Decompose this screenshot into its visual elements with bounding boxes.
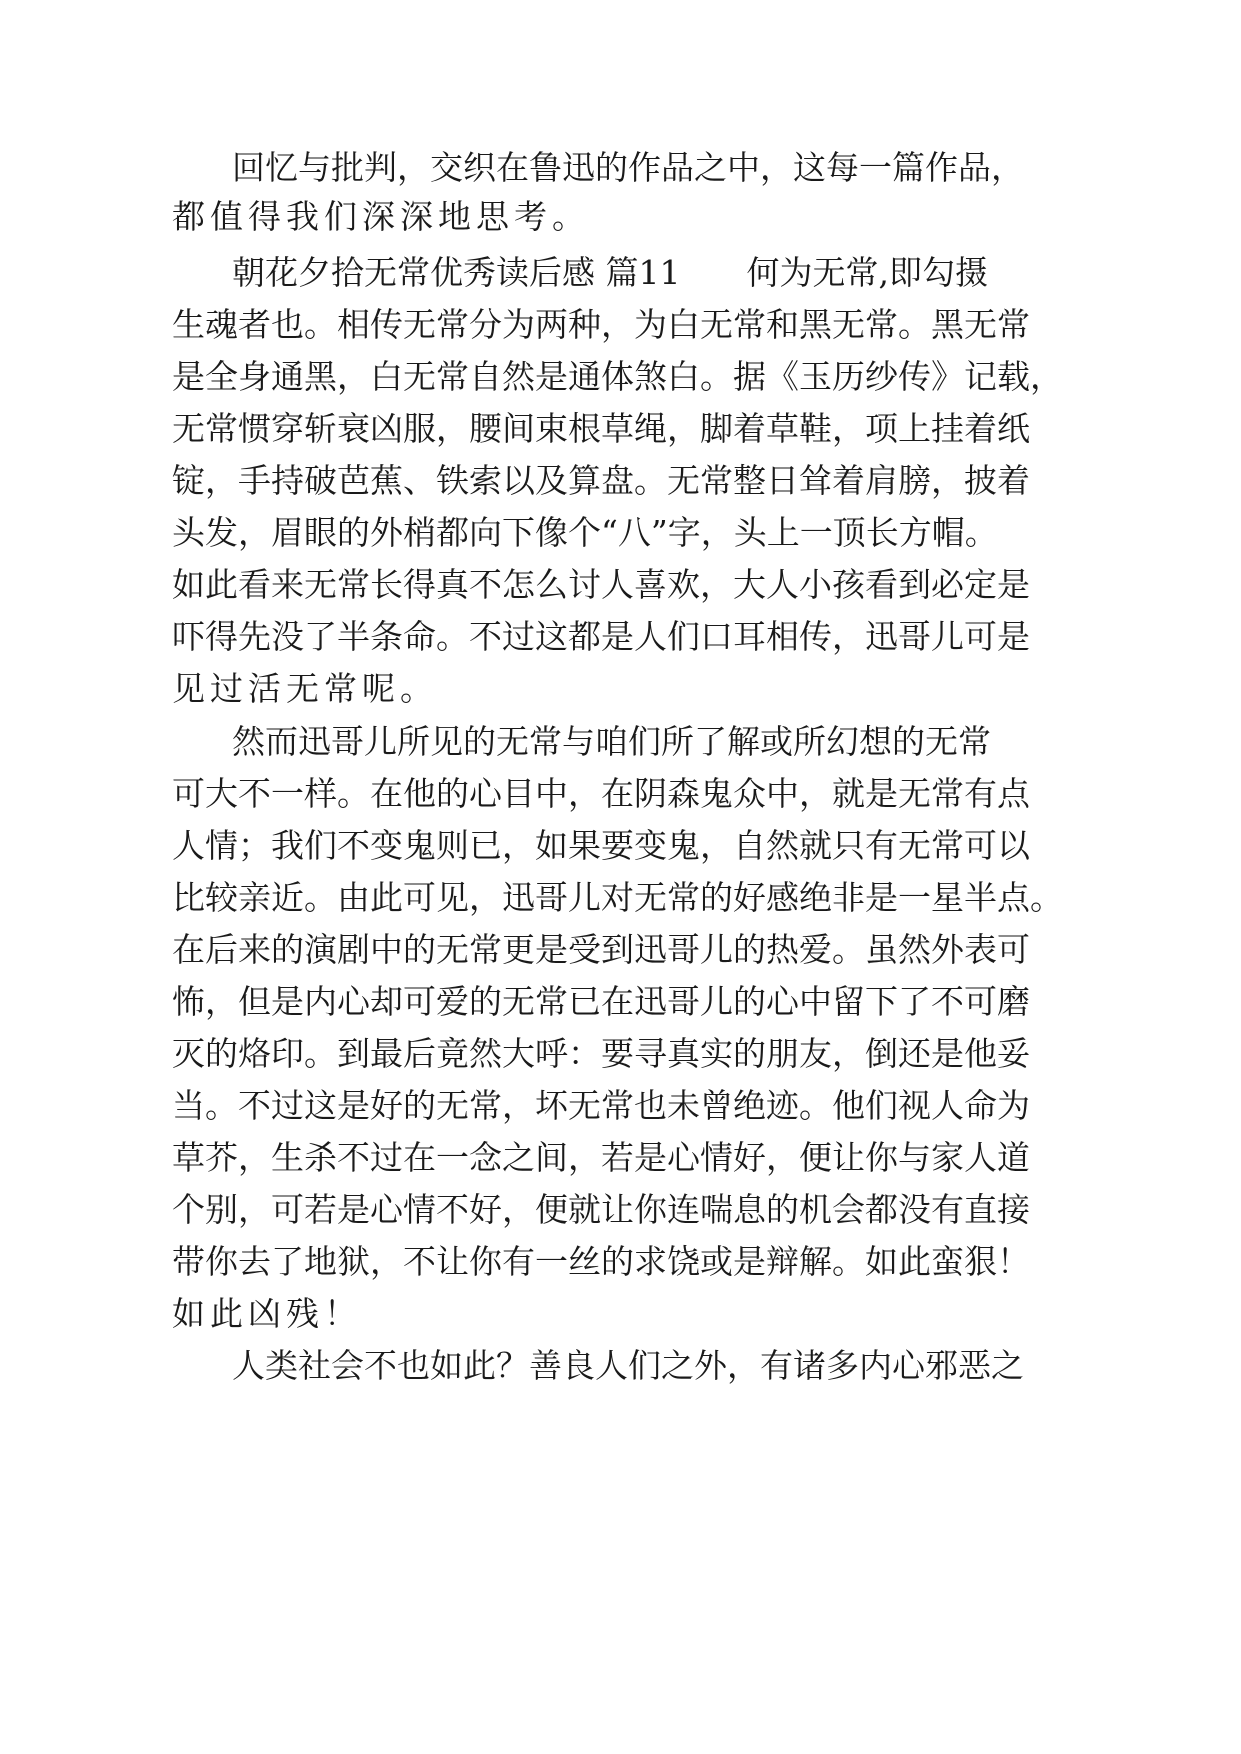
text-line: 朝花夕拾无常优秀读后感 篇11 何为无常,即勾摄: [232, 253, 988, 292]
text-line: 锭，手持破芭蕉、铁索以及算盘。无常整日耸着肩膀，披着: [172, 461, 1030, 500]
text-line: 回忆与批判，交织在鲁迅的作品之中，这每一篇作品，: [232, 148, 1024, 187]
text-line: 草芥，生杀不过在一念之间，若是心情好，便让你与家人道: [172, 1138, 1030, 1177]
text-line: 都值得我们深深地思考。: [172, 197, 590, 236]
text-line: 如此凶残！: [172, 1294, 362, 1333]
text-line: 生魂者也。相传无常分为两种，为白无常和黑无常。黑无常: [172, 305, 1030, 344]
text-line: 如此看来无常长得真不怎么讨人喜欢，大人小孩看到必定是: [172, 565, 1030, 604]
text-line: 灭的烙印。到最后竟然大呼：要寻真实的朋友，倒还是他妥: [172, 1034, 1030, 1073]
text-line: 比较亲近。由此可见，迅哥儿对无常的好感绝非是一星半点。: [172, 878, 1063, 917]
text-line: 个别，可若是心情不好，便就让你连喘息的机会都没有直接: [172, 1190, 1030, 1229]
text-line: 可大不一样。在他的心目中，在阴森鬼众中，就是无常有点: [172, 774, 1030, 813]
text-line: 无常惯穿斩衰凶服，腰间束根草绳，脚着草鞋，项上挂着纸: [172, 409, 1030, 448]
text-line: 吓得先没了半条命。不过这都是人们口耳相传，迅哥儿可是: [172, 617, 1030, 656]
text-line: 然而迅哥儿所见的无常与咱们所了解或所幻想的无常: [232, 722, 991, 761]
text-line: 见过活无常呢。: [172, 669, 438, 708]
text-line: 在后来的演剧中的无常更是受到迅哥儿的热爱。虽然外表可: [172, 930, 1030, 969]
text-line: 人情；我们不变鬼则已，如果要变鬼，自然就只有无常可以: [172, 826, 1030, 865]
text-line: 是全身通黑，白无常自然是通体煞白。据《玉历纱传》记载，: [172, 357, 1063, 396]
text-line: 带你去了地狱，不让你有一丝的求饶或是辩解。如此蛮狠！: [172, 1242, 1030, 1281]
text-line: 当。不过这是好的无常，坏无常也未曾绝迹。他们视人命为: [172, 1086, 1030, 1125]
text-line: 头发，眉眼的外梢都向下像个“八”字，头上一顶长方帽。: [172, 513, 998, 552]
text-line: 怖，但是内心却可爱的无常已在迅哥儿的心中留下了不可磨: [172, 982, 1030, 1021]
text-line: 人类社会不也如此？善良人们之外，有诸多内心邪恶之: [232, 1346, 1024, 1385]
